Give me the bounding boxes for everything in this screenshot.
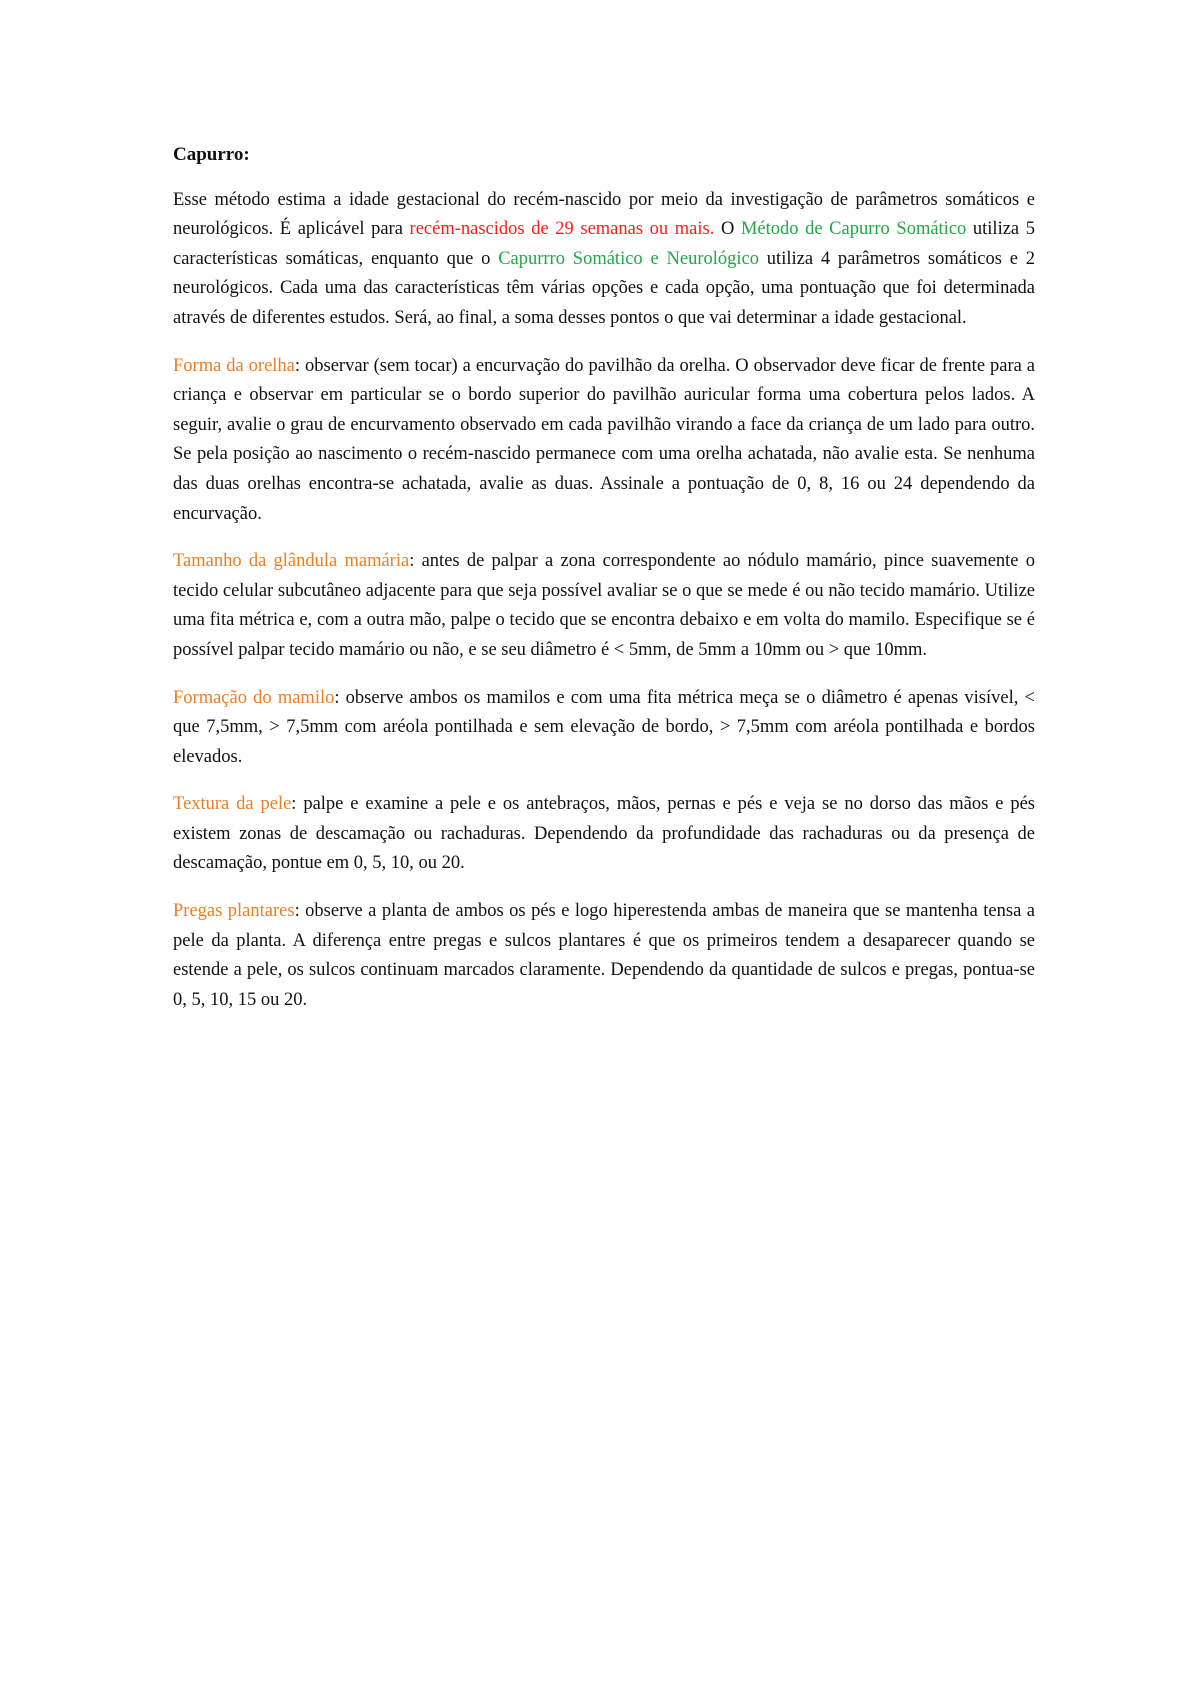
breast-size-paragraph	[173, 547, 1035, 665]
section-heading: Capurro:	[173, 144, 250, 165]
ear-shape-paragraph	[173, 352, 1035, 530]
skin-texture-paragraph	[173, 790, 1035, 879]
plantar-creases-term: Pregas plantares	[173, 901, 295, 922]
skin-texture-text: : palpe e examine a pele e os antebraços, mãos, pernas e pés e veja se no dorso das mãos e pés existem zonas de descamação ou rachaduras. Dependendo da profundidade das rachaduras ou da presença de descamação, pontue em 0, 5, 10, ou 20.	[173, 794, 1035, 874]
ear-shape-text: : observar (sem tocar) a encurvação do pavilhão da orelha. O observador deve ficar de frente para a criança e observar em particular se o bordo superior do pavilhão auricular forma uma cobertura pelos lados. A seguir, avalie o grau de encurvamento observado em cada pavilhão virando a face da criança de um lado para outro. Se pela posição ao nascimento o recém-nascido permanece com uma orelha achatada, não avalie esta. Se nenhuma das duas orelhas encontra-se achatada, avalie as duas. Assinale a pontuação de 0, 8, 16 ou 24 dependendo da encurvação.	[173, 355, 1035, 524]
intro-text-4: utiliza 4 parâmetros somáticos e 2 neurológicos. Cada uma das características têm várias opções e cada opção, uma pontuação que foi determinada através de diferentes estudos. Será, ao final, a soma desses pontos o que vai determinar a idade gestacional.	[173, 248, 1035, 328]
nipple-formation-text: : observe ambos os mamilos e com uma fita métrica meça se o diâmetro é apenas visível, < que 7,5mm, > 7,5mm com aréola pontilhada e sem elevação de bordo, > 7,5mm com aréola pontilhada e bordos elevados.	[173, 687, 1035, 767]
intro-text-2: O	[714, 219, 741, 240]
document-body	[173, 140, 1035, 1033]
skin-texture-term: Textura da pele	[173, 794, 292, 815]
nipple-formation-paragraph	[173, 684, 1035, 773]
breast-size-text: : antes de palpar a zona correspondente ao nódulo mamário, pince suavemente o tecido celular subcutâneo adjacente para que seja possível avaliar se o que se mede é ou não tecido mamário. Utilize uma fita métrica e, com a outra mão, palpe o tecido que se encontra debaixo e em volta do mamilo. Especifique se é possível palpar tecido mamário ou não, e se seu diâmetro é < 5mm, de 5mm a 10mm ou > que 10mm.	[173, 551, 1036, 660]
intro-text-3: utiliza 5 características somáticas, enquanto que o	[173, 219, 1035, 269]
breast-size-term: Tamanho da glândula mamária	[173, 551, 410, 572]
gestational-age-highlight: recém-nascidos de 29 semanas ou mais.	[409, 219, 715, 240]
ear-shape-term: Forma da orelha	[173, 355, 295, 376]
intro-paragraph	[173, 186, 1035, 334]
plantar-creases-paragraph	[173, 897, 1035, 1015]
somatic-method-highlight: Método de Capurro Somático	[740, 219, 967, 240]
intro-text-1: Esse método estima a idade gestacional do recém-nascido por meio da investigação de parâmetros somáticos e neurológicos. É aplicável para	[173, 189, 1035, 240]
somatic-neuro-method-highlight: Capurrro Somático e Neurológico	[498, 248, 759, 269]
nipple-formation-term: Formação do mamilo	[173, 687, 335, 708]
plantar-creases-text: : observe a planta de ambos os pés e logo hiperestenda ambas de maneira que se mantenha tensa a pele da planta. A diferença entre pregas e sulcos plantares é que os primeiros tendem a desaparecer quando se estende a pele, os sulcos continuam marcados claramente. Dependendo da quantidade de sulcos e pregas, pontua-se 0, 5, 10, 15 ou 20.	[173, 901, 1035, 1010]
